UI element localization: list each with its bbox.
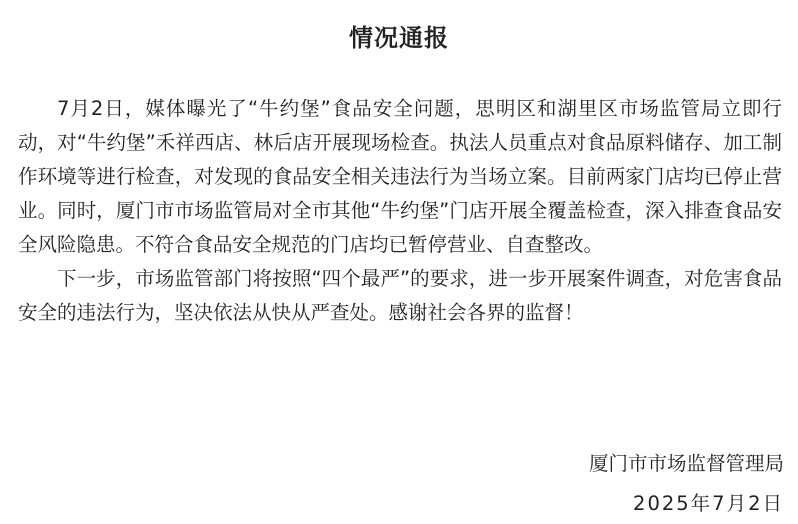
signature-block (589, 444, 784, 524)
paragraph-2: 下一步，市场监管部门将按照“四个最严”的要求，进一步开展案件调查，对危害食品安全的违法行为，坚决依法从快从严查处。感谢社会各界的监督！ (18, 267, 782, 324)
issue-date: 2025年7月2日 (633, 492, 784, 515)
notice-title: 情况通报 (349, 24, 449, 52)
paragraph-1: 7月2日，媒体曝光了“牛约堡”食品安全问题，思明区和湖里区市场监管局立即行动，对“牛约堡”禾祥西店、林后店开展现场检查。执法人员重点对食品原料储存、加工制作环境等进行检查，对发现的食品安全相关违法行为当场立案。目前两家门店均已停止营业。同时，厦门市市场监管局对全市其他“牛约堡”门店开展全覆盖检查，深入排查食品安全风险隐患。不符合食品安全规范的门店均已暂停营业、自查整改。 (18, 97, 782, 256)
issuing-organization: 厦门市市场监督管理局 (588, 452, 784, 475)
notice-body (18, 92, 782, 330)
